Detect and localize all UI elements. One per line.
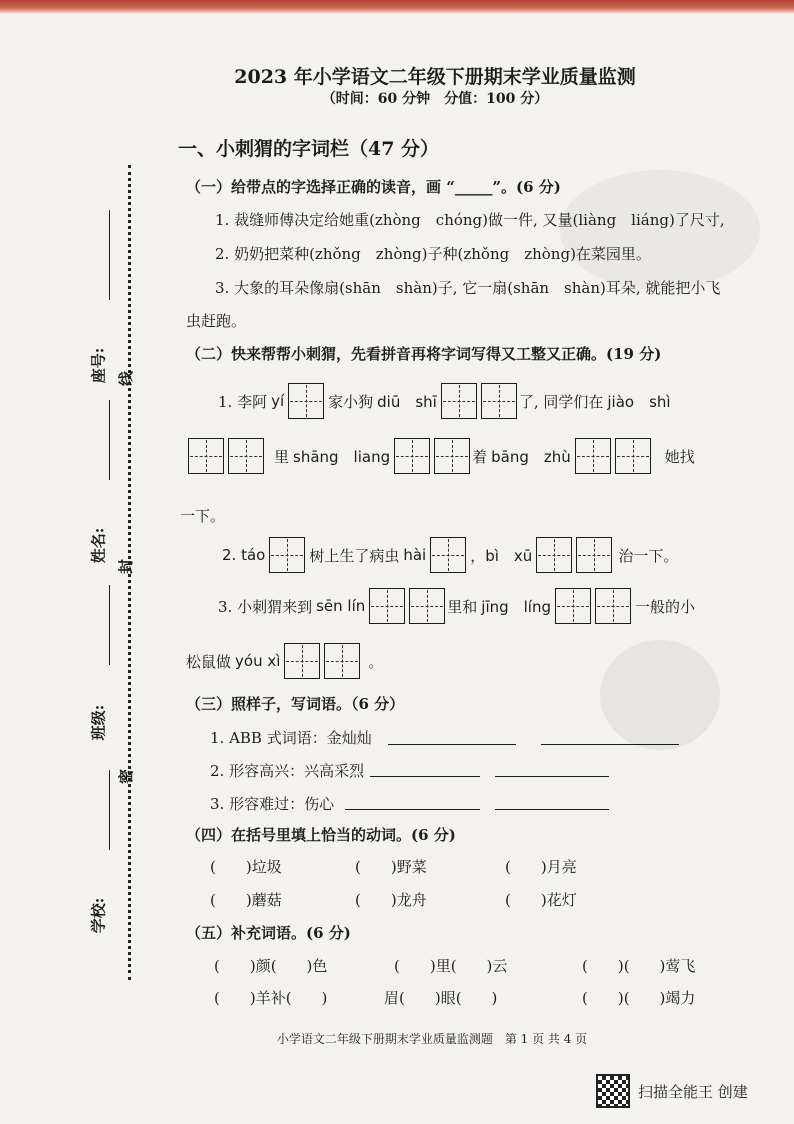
part4-item[interactable]: ( )蘑菇 xyxy=(210,891,282,909)
part5-item[interactable]: 眉( )眼( ) xyxy=(384,989,498,1007)
part5-item[interactable]: ( )( )莺飞 xyxy=(582,957,696,975)
text: 。 xyxy=(368,652,384,671)
pinyin: ，bì xū xyxy=(470,546,533,565)
pinyin: jīng líng xyxy=(481,597,552,616)
scan-edge-band xyxy=(0,0,794,14)
part4-title: （四）在括号里填上恰当的动词。(6 分) xyxy=(186,826,456,844)
part3-question-2: 2. 形容高兴：兴高采烈 xyxy=(210,762,365,780)
pinyin: hài xyxy=(403,546,427,564)
part4-item[interactable]: ( )垃圾 xyxy=(210,858,282,876)
writing-grid-cell[interactable] xyxy=(369,588,405,624)
seal-mark-feng: 封 xyxy=(117,558,136,575)
pinyin-row-2 xyxy=(188,438,695,474)
bleed-through-stain xyxy=(600,640,720,750)
text: 里和 xyxy=(447,597,478,616)
writing-grid-cell[interactable] xyxy=(536,537,572,573)
pinyin-row-5 xyxy=(218,588,695,624)
pinyin: yí xyxy=(271,392,285,410)
part5-item[interactable]: ( )羊补( ) xyxy=(214,989,328,1007)
part1-question-3-cont: 虫赶跑。 xyxy=(186,312,247,330)
answer-blank[interactable] xyxy=(388,743,516,745)
writing-grid-cell[interactable] xyxy=(595,588,631,624)
writing-grid-cell[interactable] xyxy=(284,643,320,679)
writing-grid-cell[interactable] xyxy=(269,537,305,573)
seat-label: 座号: xyxy=(89,347,108,384)
writing-grid-cell[interactable] xyxy=(288,383,324,419)
pinyin: diū shī xyxy=(377,392,437,411)
writing-grid-cell[interactable] xyxy=(228,438,264,474)
text: 着 xyxy=(472,447,488,466)
pinyin: shāng liang xyxy=(293,447,391,466)
text: 家小狗 xyxy=(328,392,374,411)
writing-grid-cell[interactable] xyxy=(434,438,470,474)
part3-question-1: 1. ABB 式词语：金灿灿 xyxy=(210,729,372,747)
scanner-watermark xyxy=(596,1074,748,1108)
part3-question-3: 3. 形容难过：伤心 xyxy=(210,795,335,813)
part5-title: （五）补充词语。(6 分) xyxy=(186,924,351,942)
text: 松鼠做 xyxy=(186,652,232,671)
section-title: 一、小刺猬的字词栏（47 分） xyxy=(178,138,440,160)
class-blank xyxy=(109,585,110,665)
seal-mark-mi: 密 xyxy=(117,768,136,785)
qr-code-icon xyxy=(596,1074,630,1108)
school-blank xyxy=(109,770,110,850)
part4-item[interactable]: ( )龙舟 xyxy=(355,891,427,909)
answer-blank[interactable] xyxy=(495,808,609,810)
seal-mark-xian: 线 xyxy=(117,370,136,387)
text: 了, 同学们在 xyxy=(518,392,604,411)
part5-item[interactable]: ( )( )竭力 xyxy=(582,989,696,1007)
name-blank xyxy=(109,400,110,480)
answer-blank[interactable] xyxy=(495,775,609,777)
seat-blank xyxy=(109,210,110,300)
writing-grid-cell[interactable] xyxy=(441,383,477,419)
writing-grid-cell[interactable] xyxy=(409,588,445,624)
class-label: 班级: xyxy=(89,704,108,741)
watermark-text: 扫描全能王 创建 xyxy=(638,1082,748,1101)
part5-item[interactable]: ( )颜( )色 xyxy=(214,957,328,975)
part4-item[interactable]: ( )花灯 xyxy=(505,891,577,909)
pinyin: jiào shì xyxy=(607,392,671,411)
part1-question-3: 3. 大象的耳朵像扇(shān shàn)子, 它一扇(shān shàn)耳朵, 就能把小飞 xyxy=(215,279,721,297)
writing-grid-cell[interactable] xyxy=(576,537,612,573)
text: 1. 李阿 xyxy=(218,392,268,411)
pinyin: bāng zhù xyxy=(491,447,571,466)
text: 治一下。 xyxy=(618,546,679,565)
page-subtitle: （时间：60 分钟 分值：100 分） xyxy=(321,91,549,107)
part1-question-2: 2. 奶奶把菜种(zhǒng zhòng)子种(zhǒng zhòng)在菜园里。 xyxy=(215,245,651,263)
school-label: 学校: xyxy=(89,897,108,934)
part3-title: （三）照样子，写词语。（6 分） xyxy=(186,695,405,713)
text: 3. 小刺猬来到 xyxy=(218,597,313,616)
writing-grid-cell[interactable] xyxy=(394,438,430,474)
pinyin-row-3: 一下。 xyxy=(180,507,226,525)
page-footer: 小学语文二年级下册期末学业质量监测题 第 1 页 共 4 页 xyxy=(276,1032,588,1046)
text: 里 xyxy=(274,447,290,466)
part1-question-1: 1. 裁缝师傅决定给她重(zhòng chóng)做一件, 又量(liàng liáng)了尺寸, xyxy=(215,211,725,229)
pinyin: 2. táo xyxy=(222,546,266,564)
writing-grid-cell[interactable] xyxy=(430,537,466,573)
writing-grid-cell[interactable] xyxy=(555,588,591,624)
writing-grid-cell[interactable] xyxy=(575,438,611,474)
pinyin-row-4 xyxy=(218,537,678,573)
page-title: 2023 年小学语文二年级下册期末学业质量监测 xyxy=(234,66,636,88)
part4-item[interactable]: ( )野菜 xyxy=(355,858,427,876)
answer-blank[interactable] xyxy=(541,743,679,745)
name-label: 姓名: xyxy=(89,527,108,564)
pinyin: yóu xì xyxy=(235,652,281,670)
bleed-through-stain xyxy=(560,170,760,290)
part1-title: （一）给带点的字选择正确的读音，画 “_____”。(6 分) xyxy=(186,178,561,196)
text: 树上生了病虫 xyxy=(309,546,400,565)
answer-blank[interactable] xyxy=(345,808,480,810)
writing-grid-cell[interactable] xyxy=(615,438,651,474)
part5-item[interactable]: ( )里( )云 xyxy=(394,957,508,975)
writing-grid-cell[interactable] xyxy=(188,438,224,474)
answer-blank[interactable] xyxy=(370,775,480,777)
pinyin: sēn lín xyxy=(316,597,366,615)
part4-item[interactable]: ( )月亮 xyxy=(505,858,577,876)
part2-title: （二）快来帮帮小刺猬，先看拼音再将字词写得又工整又正确。(19 分) xyxy=(186,345,662,363)
pinyin-row-1 xyxy=(218,383,675,419)
pinyin-row-6 xyxy=(186,643,383,679)
text: 一般的小 xyxy=(635,597,696,616)
text: 她找 xyxy=(664,447,695,466)
writing-grid-cell[interactable] xyxy=(481,383,517,419)
writing-grid-cell[interactable] xyxy=(324,643,360,679)
